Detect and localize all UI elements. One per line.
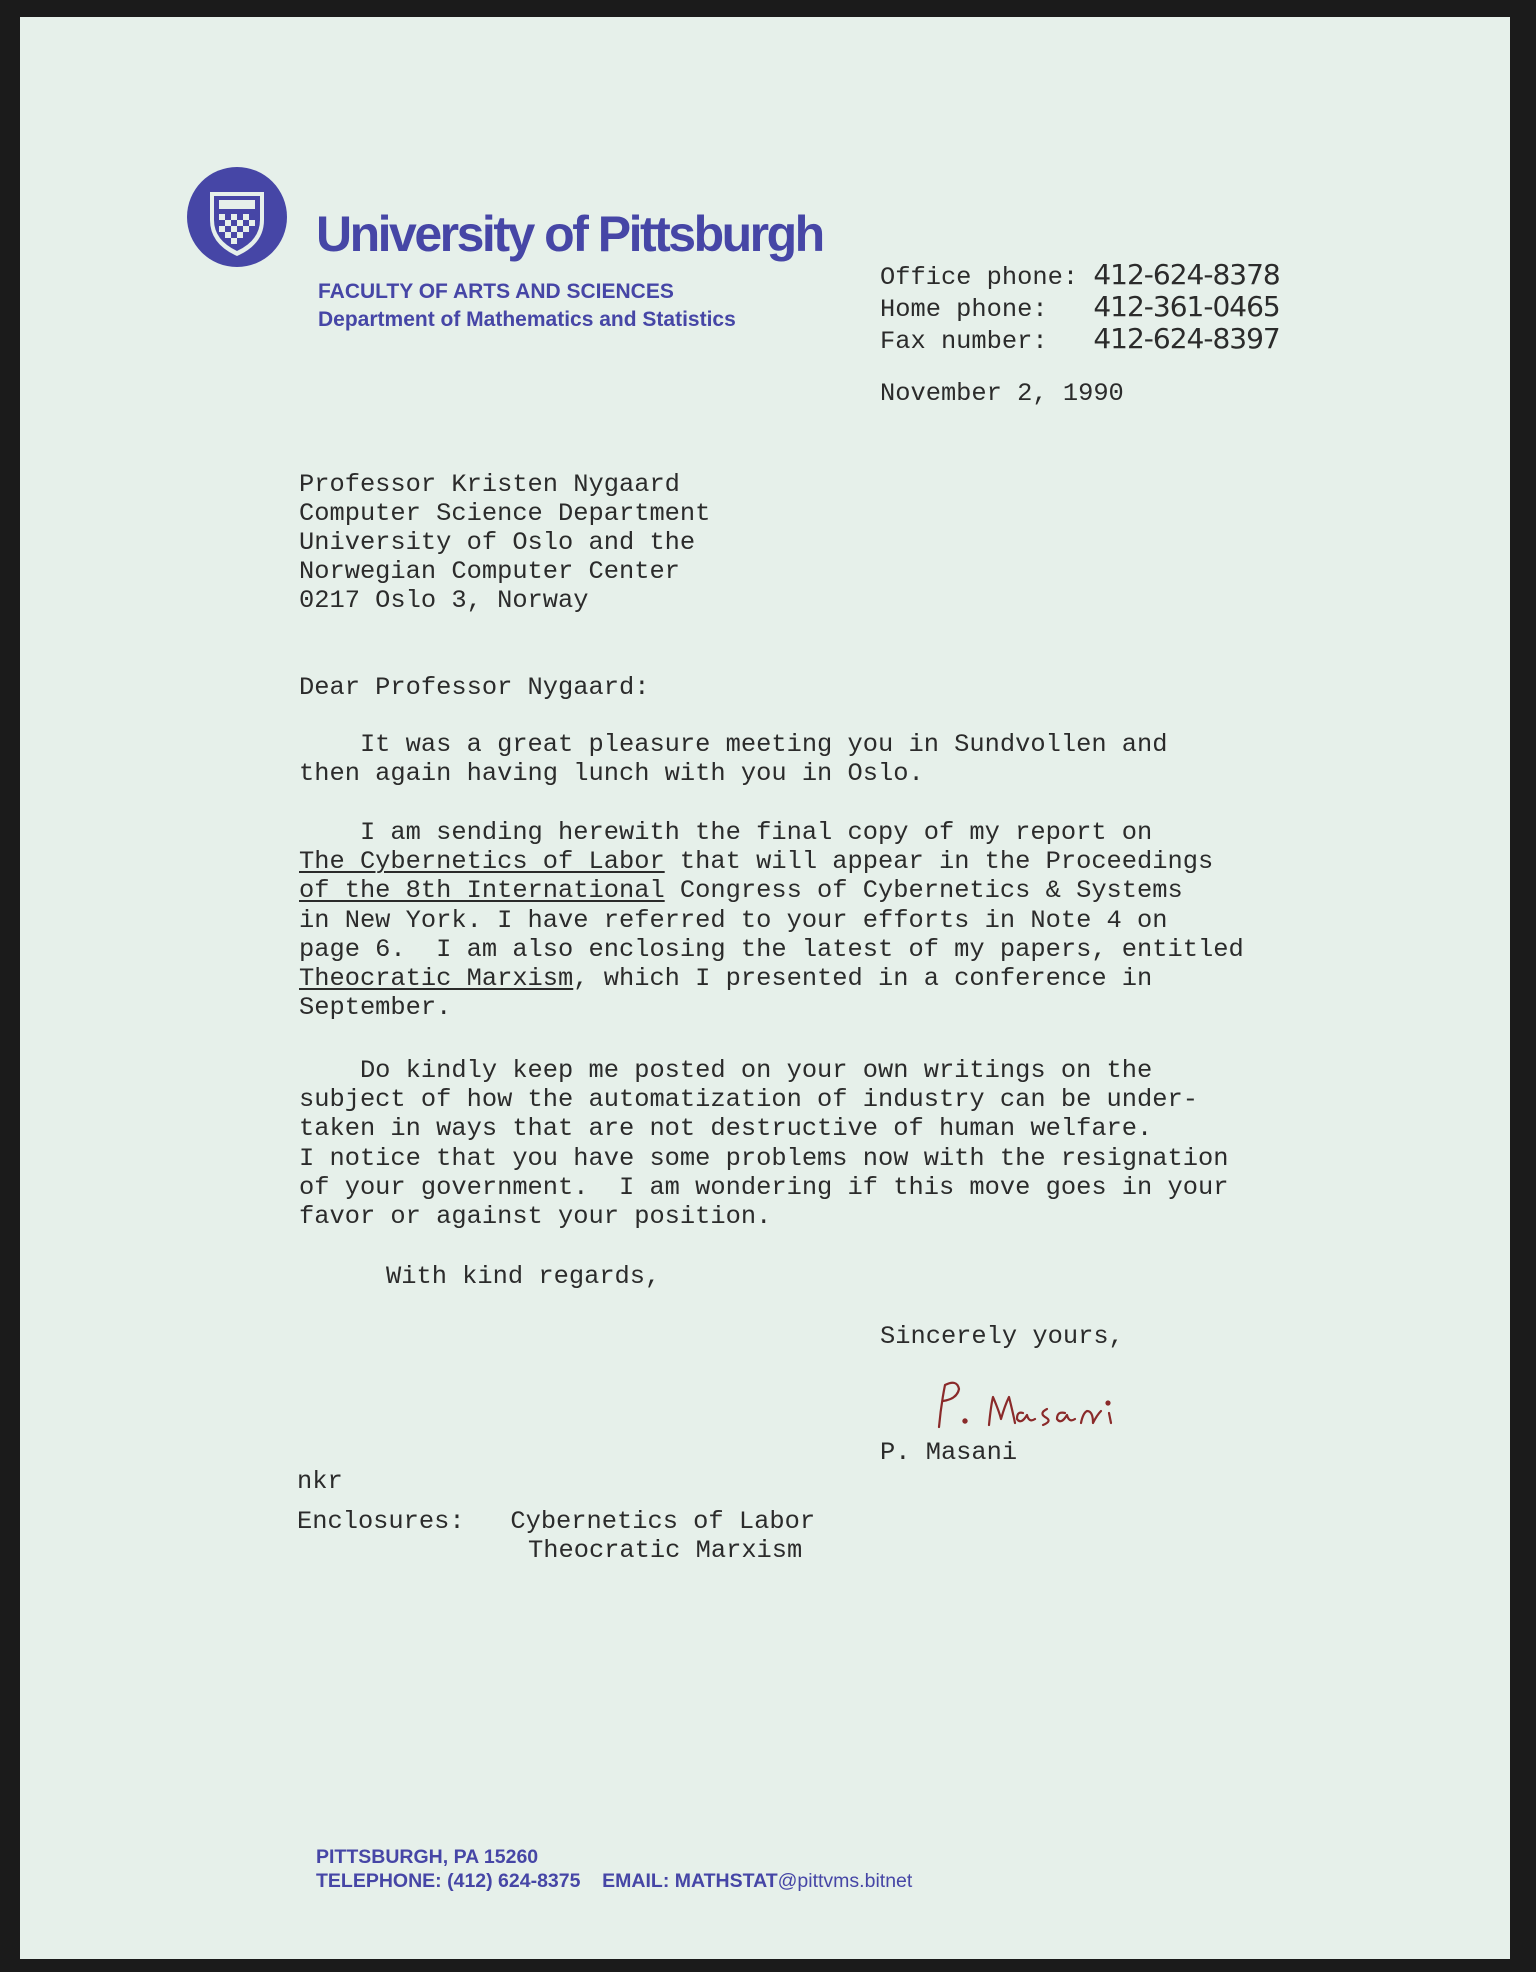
paragraph-line: It was a great pleasure meeting you in Sundvollen and	[299, 730, 1168, 759]
paragraph-line: I am sending herewith the final copy of my report on	[299, 818, 1153, 847]
enclosure-item: Theocratic Marxism	[528, 1536, 803, 1565]
footer-email-label: EMAIL:	[602, 1870, 670, 1892]
footer-email-domain: @pittvms.bitnet	[777, 1870, 913, 1892]
office-phone-row	[880, 260, 1280, 292]
recipient-address	[299, 470, 710, 615]
contact-block	[880, 260, 1280, 356]
footer-email-user: MATHSTAT	[674, 1870, 778, 1892]
enclosures-row	[297, 1507, 815, 1536]
university-name: University of Pittsburgh	[316, 206, 823, 262]
address-line: University of Oslo and the	[299, 528, 696, 557]
paragraph-line: of the 8th International Congress of Cybernetics & Systems	[299, 876, 1183, 906]
department-name: Department of Mathematics and Statistics	[318, 308, 736, 331]
letter-date: November 2, 1990	[880, 379, 1124, 408]
report-title: The Cybernetics of Labor	[299, 847, 665, 877]
fax-label: Fax number:	[880, 327, 1048, 356]
paragraph-line: page 6. I am also enclosing the latest of my papers, entitled	[299, 934, 1244, 964]
paragraph-1	[299, 730, 1168, 788]
office-phone-number: 412-624-8378	[1093, 258, 1280, 291]
enclosure-item: Cybernetics of Labor	[510, 1507, 816, 1536]
regards-line: With kind regards,	[386, 1262, 661, 1291]
paragraph-line: Do kindly keep me posted on your own writings on the	[299, 1056, 1153, 1085]
paper-title: Theocratic Marxism	[299, 964, 574, 994]
closing-line: Sincerely yours,	[880, 1322, 1124, 1351]
footer-telephone-label: TELEPHONE:	[316, 1870, 442, 1892]
university-crest-icon	[186, 166, 288, 268]
congress-name: of the 8th International	[299, 876, 665, 906]
paragraph-line: in New York. I have referred to your efforts in Note 4 on	[299, 905, 1168, 935]
typist-initials: nkr	[297, 1467, 343, 1496]
paragraph-line: I notice that you have some problems now with the resignation	[299, 1143, 1229, 1173]
fax-number: 412-624-8397	[1093, 322, 1280, 355]
paragraph-2	[299, 818, 1244, 1022]
handwritten-signature	[925, 1375, 1185, 1435]
enclosures-label: Enclosures:	[297, 1507, 465, 1536]
paragraph-line: subject of how the automatization of industry can be under-	[299, 1085, 1198, 1115]
footer-address: PITTSBURGH, PA 15260	[316, 1846, 539, 1868]
signer-name: P. Masani	[880, 1438, 1018, 1467]
address-line: 0217 Oslo 3, Norway	[299, 586, 589, 615]
office-phone-label: Office phone:	[880, 263, 1079, 292]
footer-telephone: (412) 624-8375	[447, 1870, 581, 1892]
home-phone-row	[880, 292, 1280, 324]
address-line: Computer Science Department	[299, 499, 711, 528]
address-line: Professor Kristen Nygaard	[299, 470, 680, 499]
faculty-name: FACULTY OF ARTS AND SCIENCES	[318, 280, 674, 303]
salutation: Dear Professor Nygaard:	[299, 673, 650, 702]
paragraph-line: The Cybernetics of Labor that will appear in the Proceedings	[299, 847, 1214, 877]
paragraph-line: Theocratic Marxism, which I presented in a conference in	[299, 964, 1153, 994]
paragraph-3	[299, 1056, 1228, 1231]
paragraph-line: favor or against your position.	[299, 1202, 772, 1232]
address-line: Norwegian Computer Center	[299, 557, 680, 586]
footer-contact	[316, 1870, 912, 1893]
paragraph-line: September.	[299, 993, 452, 1023]
paragraph-line: taken in ways that are not destructive of human welfare.	[299, 1114, 1153, 1144]
paragraph-line: then again having lunch with you in Oslo.	[299, 759, 924, 789]
fax-row	[880, 324, 1280, 356]
letter-page	[20, 17, 1510, 1959]
home-phone-number: 412-361-0465	[1093, 290, 1280, 323]
home-phone-label: Home phone:	[880, 295, 1048, 324]
paragraph-line: of your government. I am wondering if this move goes in your	[299, 1172, 1229, 1202]
